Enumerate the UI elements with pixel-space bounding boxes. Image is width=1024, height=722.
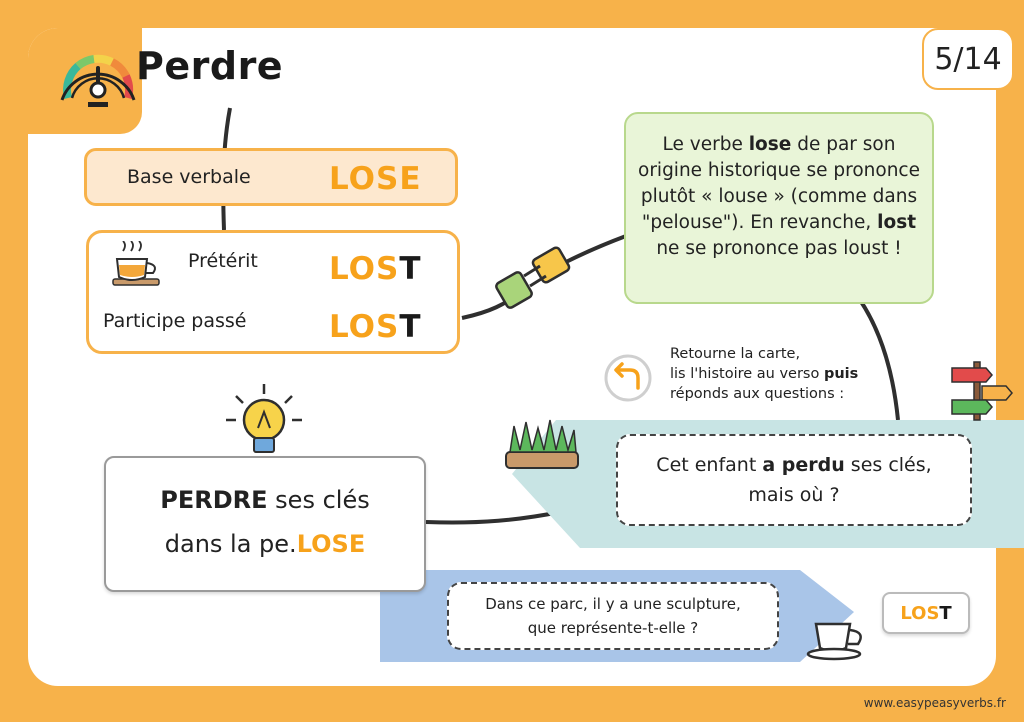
mnemonic-highlight: LOSE <box>296 530 366 558</box>
mnemonic-rest: ses clés <box>267 486 370 514</box>
plug-icon <box>495 246 571 309</box>
page-title: Perdre <box>136 44 284 88</box>
instructions-line-1: Retourne la carte, <box>670 346 801 362</box>
mnemonic-line-2-start: dans la pe. <box>164 530 297 558</box>
mnemonic-card <box>104 456 426 592</box>
answer-ending: T <box>939 602 952 624</box>
question-2-line-2: que représente-t-elle ? <box>527 619 699 637</box>
instructions-line-2-text: lis l'histoire au verso <box>670 366 824 382</box>
preterit-value <box>329 251 421 287</box>
tea-cup-icon <box>109 241 163 295</box>
question-1-bold: a perdu <box>762 454 845 476</box>
question-1-line-2: mais où ? <box>748 484 840 506</box>
note-text-1: Le verbe <box>662 134 749 155</box>
question-2-line-1: Dans ce parc, il y a une sculpture, <box>485 595 741 613</box>
cable-right <box>860 300 898 420</box>
note-bold-lost: lost <box>877 212 917 233</box>
question-1-start: Cet enfant <box>656 454 763 476</box>
flip-card-icon <box>606 356 650 400</box>
question-1 <box>616 434 972 526</box>
past-forms-box <box>86 230 460 354</box>
preterit-label: Prétérit <box>188 250 258 272</box>
page-indicator: 5/14 <box>922 28 1014 90</box>
participle-stem: LOS <box>329 309 400 345</box>
signpost-icon <box>952 362 1012 420</box>
cable-bottom <box>426 512 560 523</box>
page-indicator-tab <box>918 28 1024 92</box>
question-1-line-1 <box>618 450 970 480</box>
instructions <box>670 344 858 404</box>
note-text-3: ne se prononce pas loust ! <box>656 238 902 259</box>
note-bold-lose: lose <box>748 134 792 155</box>
participle-ending: T <box>399 309 422 345</box>
mnemonic-line-2 <box>106 530 424 558</box>
answer-stem: LOS <box>900 602 940 624</box>
preterit-stem: LOS <box>329 251 400 287</box>
lightbulb-icon <box>226 384 302 452</box>
base-verb-value: LOSE <box>329 161 422 197</box>
answer-card <box>882 592 970 634</box>
pronunciation-note <box>624 112 934 304</box>
cable-right-plug <box>566 236 626 262</box>
participle-label: Participe passé <box>103 310 247 332</box>
participle-value <box>329 309 421 345</box>
instructions-line-2 <box>670 364 858 384</box>
mnemonic-line-1 <box>106 486 424 514</box>
note-text-2: de par son origine historique se prononce plutôt « louse » (comme dans "pelouse"). En revanche, <box>638 134 920 233</box>
base-verb-box <box>84 148 458 206</box>
preterit-ending: T <box>399 251 422 287</box>
instructions-line-2-bold: puis <box>823 366 859 382</box>
question-1-end: ses clés, <box>844 454 932 476</box>
base-verb-label: Base verbale <box>127 166 251 188</box>
question-2 <box>447 582 779 650</box>
footer-url: www.easypeasyverbs.fr <box>863 696 1006 710</box>
instructions-line-3: réponds aux questions : <box>670 386 845 402</box>
mnemonic-bold: PERDRE <box>160 486 268 514</box>
